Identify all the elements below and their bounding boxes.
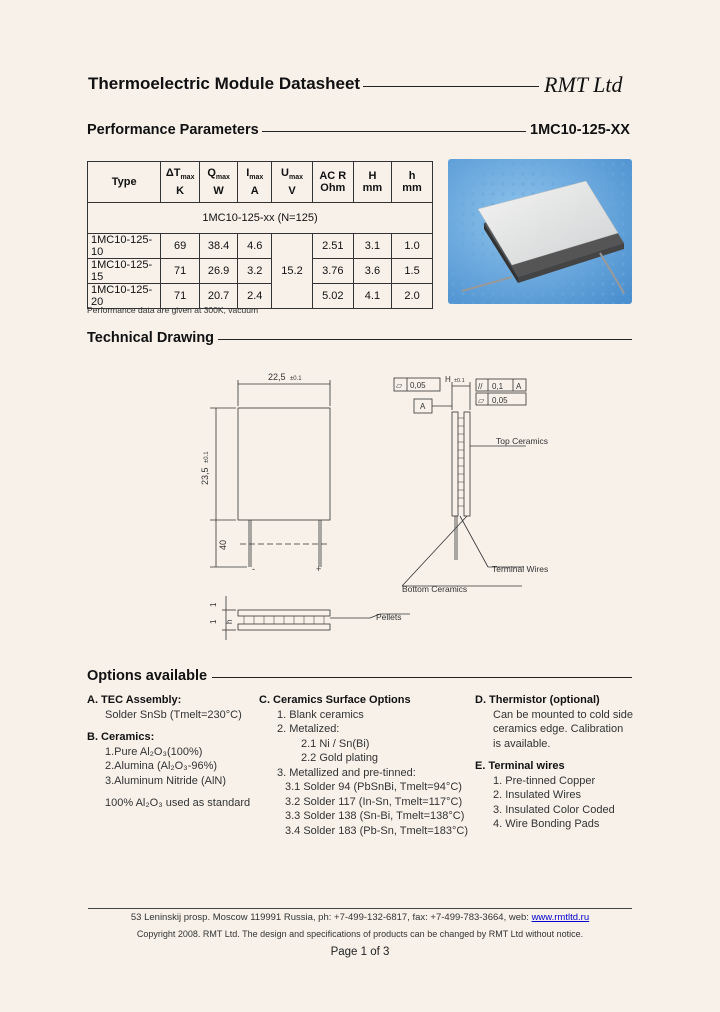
option-item: Solder SnSb (Tmelt=230°C) <box>105 708 242 721</box>
table-row <box>88 234 433 259</box>
cell-dt: 69 <box>161 234 199 259</box>
section-title-performance: Performance Parameters <box>87 122 259 138</box>
col-type: Type <box>88 162 161 203</box>
cell-h: 1.5 <box>392 259 433 284</box>
dim-width: 22,5 <box>268 372 286 382</box>
footer-copyright: Copyright 2008. RMT Ltd. The design and specifications of products can be changed by RMT Ltd without notice. <box>136 929 584 939</box>
brand-logo: RMT Ltd <box>544 72 623 97</box>
spacer <box>87 722 257 730</box>
cell-acr: 2.51 <box>312 234 353 259</box>
option-heading: E. Terminal wires <box>475 760 565 772</box>
option-item: 2. Insulated Wires <box>493 789 582 801</box>
cell-H: 4.1 <box>353 284 391 309</box>
datum-ref: A <box>516 382 522 391</box>
page-number: Page 1 of 3 <box>330 946 390 958</box>
option-item: 3.Aluminum Nitride (AlN) <box>105 774 227 787</box>
option-item: 3.4 Solder 183 (Pb-Sn, Tmelt=183°C) <box>285 824 469 837</box>
options-col-tec-ceramics <box>87 693 257 811</box>
H-label: H <box>445 375 451 384</box>
cell-acr: 5.02 <box>312 284 353 309</box>
section-rule <box>218 339 632 340</box>
label-terminal-wires: Terminal Wires <box>492 564 549 574</box>
parallelism-tol: 0,1 <box>492 382 504 391</box>
H-tol: ±0.1 <box>454 378 465 384</box>
flatness-icon: ⏥ <box>396 381 403 390</box>
options-col-thermistor-wires <box>475 693 635 832</box>
option-item: 1. Blank ceramics <box>277 708 364 721</box>
option-item: 2.1 Ni / Sn(Bi) <box>301 737 370 750</box>
side-top-ceramics <box>452 412 458 516</box>
cell-H: 3.6 <box>353 259 391 284</box>
flatness2-icon: ⏥ <box>478 396 485 405</box>
option-heading: D. Thermistor (optional) <box>475 694 600 706</box>
col-acr: AC R Ohm <box>312 162 353 203</box>
spacer <box>475 751 635 759</box>
dim-one-a: 1 <box>209 602 218 607</box>
option-item: 3.3 Solder 138 (Sn-Bi, Tmelt=138°C) <box>285 810 465 822</box>
cell-i: 3.2 <box>238 259 272 284</box>
table-row <box>88 259 433 284</box>
label-bottom-ceramics: Bottom Ceramics <box>402 584 468 594</box>
section-title-options: Options available <box>87 668 208 684</box>
cell-dt: 71 <box>161 284 199 309</box>
website-link[interactable]: www.rmtltd.ru <box>531 912 590 923</box>
table-header-row <box>88 162 433 203</box>
option-item: 1. Pre-tinned Copper <box>493 774 596 787</box>
option-item: 2.Alumina (Al₂O₃-96%) <box>105 760 218 772</box>
option-heading: C. Ceramics Surface Options <box>259 694 411 706</box>
section-rule <box>212 677 632 678</box>
label-pellets: Pellets <box>376 612 402 622</box>
group-row <box>88 203 433 234</box>
col-qmax: $Q_{max}$ W <box>199 162 237 203</box>
option-item: 1.Pure Al₂O₃(100%) <box>105 745 203 758</box>
group-label: 1MC10-125-xx (N=125) <box>88 203 433 234</box>
terminal-plus: + <box>316 564 322 574</box>
cell-type: 1MC10-125-15 <box>88 259 161 284</box>
cell-h: 2.0 <box>392 284 433 309</box>
option-heading: B. Ceramics: <box>87 731 155 743</box>
flatness2-tol: 0,05 <box>492 396 508 405</box>
cell-type: 1MC10-125-20 <box>88 284 161 309</box>
option-heading: A. TEC Assembly: <box>87 694 182 706</box>
model-number: 1MC10-125-XX <box>530 122 630 138</box>
dim-wire-length: 40 <box>218 539 228 550</box>
footer-rule <box>88 908 632 909</box>
performance-table <box>87 161 433 309</box>
technical-drawing <box>170 360 610 650</box>
col-imax: $I_{max}$ A <box>238 162 272 203</box>
cell-q: 38.4 <box>199 234 237 259</box>
terminal-minus: - <box>252 564 255 574</box>
datum-label: A <box>420 402 426 411</box>
dim-one-b: 1 <box>209 619 218 624</box>
dim-height: 23,5 <box>200 467 210 485</box>
dim-h: h <box>225 619 234 624</box>
cell-dt: 71 <box>161 259 199 284</box>
document-title: Thermoelectric Module Datasheet <box>88 74 361 93</box>
option-item: 4. Wire Bonding Pads <box>493 818 600 830</box>
product-photo <box>448 159 632 304</box>
option-item: 100% Al₂O₃ used as standard <box>105 797 251 809</box>
option-item: ceramics edge. Calibration <box>493 723 624 735</box>
cell-i: 4.6 <box>238 234 272 259</box>
option-item: Can be mounted to cold side <box>493 708 634 721</box>
cell-umax: 15.2 <box>272 234 313 309</box>
cell-type: 1MC10-125-10 <box>88 234 161 259</box>
col-dtmax: $\Delta T_{max}$ K <box>161 162 199 203</box>
option-item: is available. <box>493 737 551 750</box>
option-item: 3. Metallized and pre-tinned: <box>277 766 416 779</box>
footer-address: 53 Leninskij prosp. Moscow 119991 Russia, ph: +7-499-132-6817, fax: +7-499-783-3664, web: www.rmtltd.ru <box>130 912 590 923</box>
parallelism-icon: // <box>478 382 483 391</box>
cell-H: 3.1 <box>353 234 391 259</box>
dim-width-tol: ±0.1 <box>290 376 302 382</box>
col-umax: $U_{max}$ V <box>272 162 313 203</box>
flatness-tol: 0,05 <box>410 381 426 390</box>
options-col-surface <box>259 693 471 838</box>
table-note: Performance data are given at 300K, vacuum <box>87 305 259 315</box>
option-item: 2.2 Gold plating <box>301 752 379 764</box>
label-top-ceramics: Top Ceramics <box>496 436 548 446</box>
cell-i: 2.4 <box>238 284 272 309</box>
cell-h: 1.0 <box>392 234 433 259</box>
dim-height-tol: ±0.1 <box>204 451 210 463</box>
section-title-drawing: Technical Drawing <box>87 330 215 346</box>
header-rule <box>363 86 539 87</box>
spacer <box>87 788 257 796</box>
option-item: 3.2 Solder 117 (In-Sn, Tmelt=117°C) <box>285 795 463 808</box>
module-front-view <box>238 408 330 520</box>
cell-q: 20.7 <box>199 284 237 309</box>
col-h: h mm <box>392 162 433 203</box>
cell-acr: 3.76 <box>312 259 353 284</box>
cell-q: 26.9 <box>199 259 237 284</box>
option-item: 3.1 Solder 94 (PbSnBi, Tmelt=94°C) <box>285 781 462 793</box>
section-rule <box>262 131 526 132</box>
option-item: 3. Insulated Color Coded <box>493 803 615 816</box>
side-bottom-ceramics <box>464 412 470 516</box>
col-H: H mm <box>353 162 391 203</box>
option-item: 2. Metalized: <box>277 723 340 735</box>
